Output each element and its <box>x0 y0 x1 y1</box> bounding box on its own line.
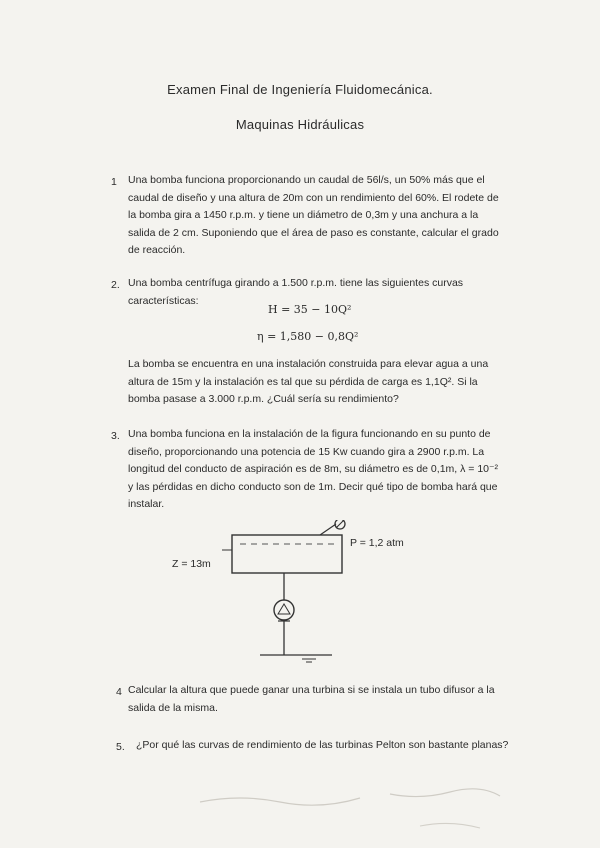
text-line: ¿Por qué las curvas de rendimiento de las turbinas Pelton son bastante planas? <box>136 739 509 751</box>
exam-subtitle: Maquinas Hidráulicas <box>235 117 365 132</box>
gauge-needle <box>336 520 344 528</box>
pump-installation-figure <box>160 520 460 680</box>
question-3-number: 3. <box>111 430 120 442</box>
text-line: diseño, proporcionando una potencia de 15 Kw cuando gira a 2900 r.p.m. La <box>128 445 485 458</box>
question-1-text <box>128 172 516 260</box>
equation-efficiency-curve: η = 1,580 − 0,8Q² <box>257 330 359 343</box>
text-line: caudal de diseño y una altura de 20m con un rendimiento del 60%. El rodete de <box>128 191 499 204</box>
exam-title: Examen Final de Ingeniería Fluidomecánica. <box>167 82 433 97</box>
text-line: la bomba gira a 1450 r.p.m. y tiene un diámetro de 0,3m y una anchura a la <box>128 209 479 222</box>
height-label: Z = 13m <box>172 558 211 570</box>
text-line: de reacción. <box>128 244 186 257</box>
text-line: Una bomba funciona en la instalación de la figura funcionando en su punto de <box>128 428 491 440</box>
text-line: salida de la misma. <box>128 701 218 714</box>
text-line: Una bomba centrífuga girando a 1.500 r.p.m. tiene las siguientes curvas <box>128 277 464 289</box>
text-line: Una bomba funciona proporcionando un caudal de 56l/s, un 50% más que el <box>128 174 485 186</box>
text-line: bomba pasase a 3.000 r.p.m. ¿Cuál sería su rendimiento? <box>128 393 399 406</box>
question-5-number: 5. <box>116 741 125 753</box>
gauge-stem <box>320 524 336 535</box>
bleed-through-marks <box>180 780 520 840</box>
text-line: salida de 2 cm. Suponiendo que el área de paso es constante, calcular el grado <box>128 226 499 239</box>
pressurized-tank <box>232 535 342 573</box>
pressure-label: P = 1,2 atm <box>350 537 404 549</box>
text-line: características: <box>128 294 199 307</box>
question-2-text <box>128 356 516 409</box>
text-line: La bomba se encuentra en una instalación construida para elevar agua a una <box>128 358 489 370</box>
question-2-number: 2. <box>111 279 120 291</box>
question-3-text <box>128 426 516 514</box>
question-1-number: 1 <box>111 176 117 188</box>
question-4-number: 4 <box>116 686 122 698</box>
pump-icon <box>274 600 294 620</box>
text-line: instalar. <box>128 498 165 511</box>
equation-head-curve: H = 35 − 10Q² <box>268 303 352 316</box>
question-4-text <box>128 682 523 717</box>
text-line: Calcular la altura que puede ganar una turbina si se instala un tubo difusor a la <box>128 684 495 696</box>
text-line: longitud del conducto de aspiración es de 8m, su diámetro es de 0,1m, λ = 10⁻² <box>128 463 499 476</box>
text-line: altura de 15m y la instalación es tal que su pérdida de carga es 1,1Q². Si la <box>128 375 478 388</box>
question-5-text <box>136 737 536 755</box>
text-line: y las pérdidas en dicho conducto son de 1m. Decir qué tipo de bomba hará que <box>128 480 498 493</box>
